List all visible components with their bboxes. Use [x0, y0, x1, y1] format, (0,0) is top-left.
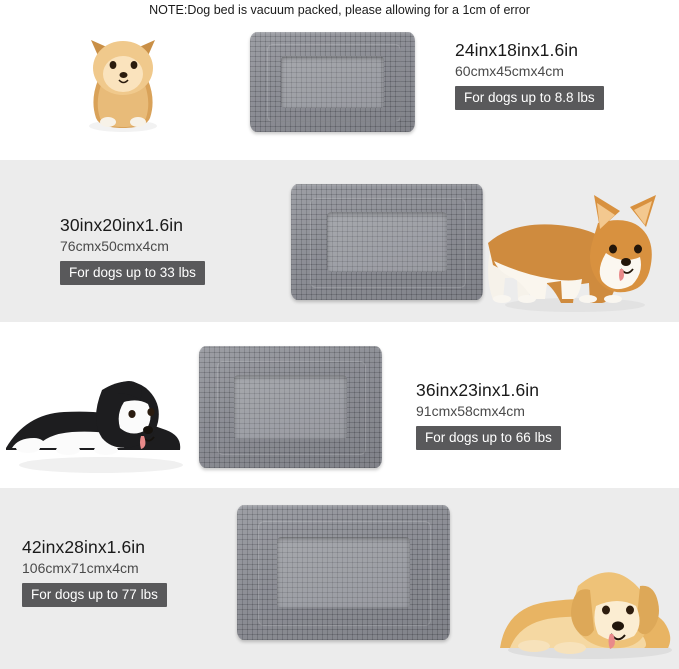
size-inches-4: 42inx28inx1.6in [22, 537, 146, 557]
weight-badge-1: For dogs up to 8.8 lbs [455, 86, 604, 110]
corgi-dog-image [480, 165, 660, 315]
dog-bed-cushion-image-2 [291, 184, 483, 300]
size-cm-4: 106cmx71cmx4cm [22, 560, 139, 576]
weight-badge-2: For dogs up to 33 lbs [60, 261, 205, 285]
dog-bed-cushion-image-4 [237, 505, 450, 640]
bed-inner-panel [277, 537, 409, 607]
size-info-3 [416, 380, 561, 450]
weight-badge-3: For dogs up to 66 lbs [416, 426, 561, 450]
border-collie-dog-image [6, 330, 191, 475]
dog-bed-cushion-image-3 [199, 346, 382, 468]
pomeranian-dog-image [68, 30, 178, 135]
dog-bed-cushion-image-1 [250, 32, 415, 132]
weight-badge-4: For dogs up to 77 lbs [22, 583, 167, 607]
size-info-1 [455, 40, 604, 110]
bed-inner-panel [234, 375, 347, 438]
bed-inner-panel [281, 56, 383, 108]
size-info-2 [60, 215, 205, 285]
size-info-4 [22, 537, 167, 607]
size-cm-1: 60cmx45cmx4cm [455, 63, 564, 79]
size-cm-2: 76cmx50cmx4cm [60, 238, 169, 254]
size-inches-2: 30inx20inx1.6in [60, 215, 184, 235]
size-inches-1: 24inx18inx1.6in [455, 40, 579, 60]
size-inches-3: 36inx23inx1.6in [416, 380, 540, 400]
note-text: NOTE:Dog bed is vacuum packed, please allowing for a 1cm of error [149, 3, 530, 17]
size-cm-3: 91cmx58cmx4cm [416, 403, 525, 419]
bed-inner-panel [327, 212, 446, 272]
golden-retriever-dog-image [500, 498, 675, 663]
